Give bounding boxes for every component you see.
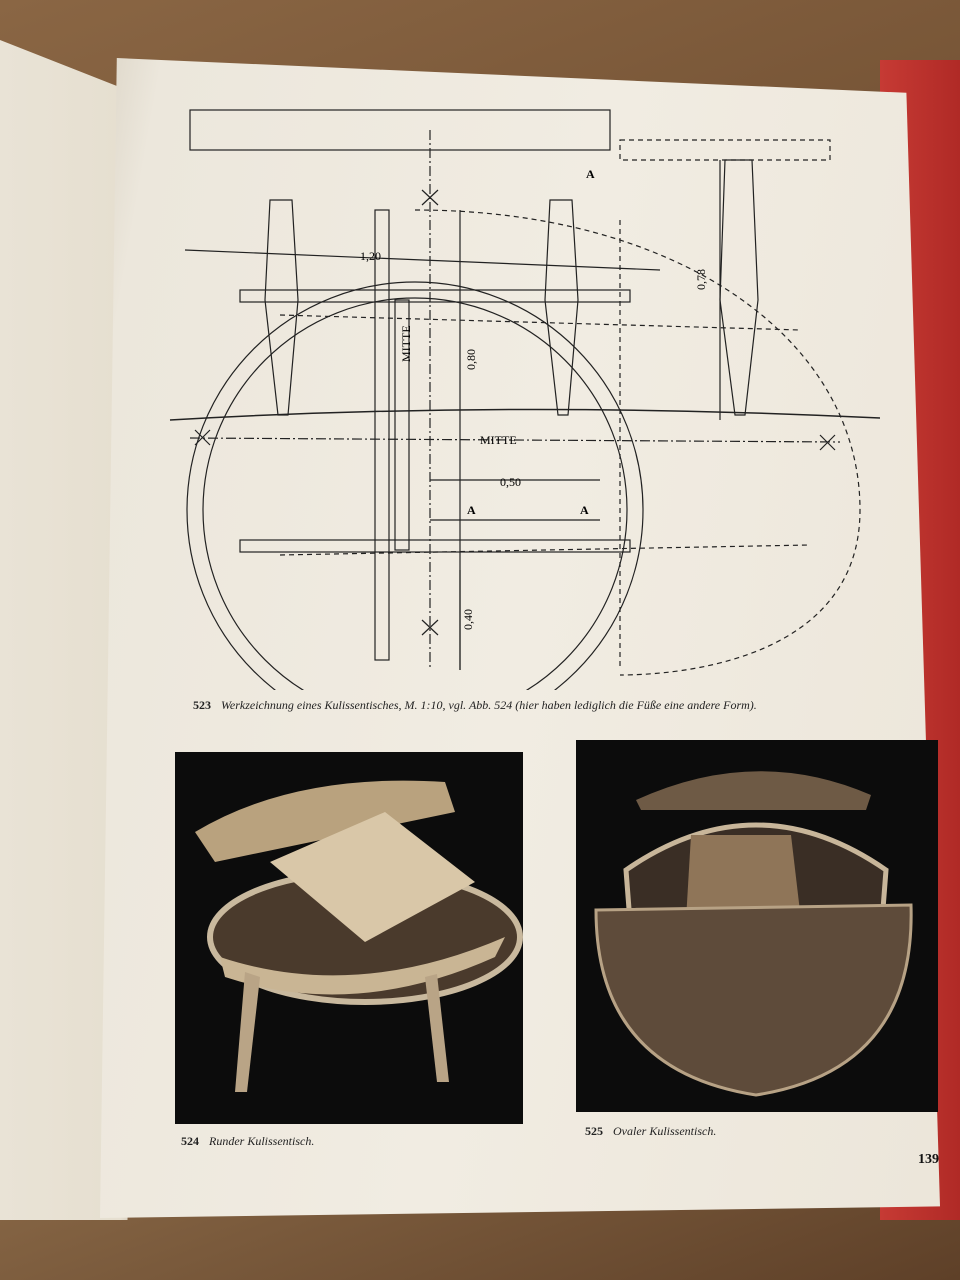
photo-oval-table — [576, 740, 938, 1112]
label-dim-078: 0,78 — [694, 269, 708, 290]
vertical-slide — [375, 210, 389, 660]
caption-text: Werkzeichnung eines Kulissentisches, M. 1:10, vgl. Abb. 524 (hier haben lediglich die Füße eine andere Form). — [221, 698, 757, 712]
round-table-image — [175, 752, 523, 1124]
label-dim-050: 0,50 — [500, 475, 521, 489]
caption-fig523 — [193, 698, 757, 713]
caption-fig524 — [181, 1134, 314, 1149]
label-a-right: A — [580, 503, 589, 517]
page-number: 139 — [918, 1152, 939, 1167]
label-dim-120: 1,20 — [360, 249, 381, 263]
leg-right — [720, 160, 758, 415]
label-dim-080: 0,80 — [464, 349, 478, 370]
oval-table-image — [576, 740, 938, 1112]
caption-number: 524 — [181, 1134, 199, 1148]
label-a-left: A — [467, 503, 476, 517]
label-mitte-horizontal: MITTE — [480, 433, 517, 447]
photo-round-table — [175, 752, 523, 1124]
label-mitte-vertical: MITTE — [399, 325, 413, 362]
section-line — [170, 409, 880, 420]
table-top-section — [190, 110, 610, 150]
leg-left — [265, 200, 298, 415]
caption-number: 523 — [193, 698, 211, 712]
caption-fig525 — [585, 1124, 716, 1139]
technical-drawing-table — [160, 100, 880, 690]
label-dim-040: 0,40 — [461, 609, 475, 630]
caption-text: Runder Kulissentisch. — [209, 1134, 315, 1148]
inner-frame-circle — [203, 298, 627, 690]
label-a-top: A — [586, 167, 595, 181]
caption-number: 525 — [585, 1124, 603, 1138]
lower-rail — [240, 540, 630, 552]
leg-middle — [545, 200, 578, 415]
table-top-extension — [620, 140, 830, 160]
caption-text: Ovaler Kulissentisch. — [613, 1124, 717, 1138]
